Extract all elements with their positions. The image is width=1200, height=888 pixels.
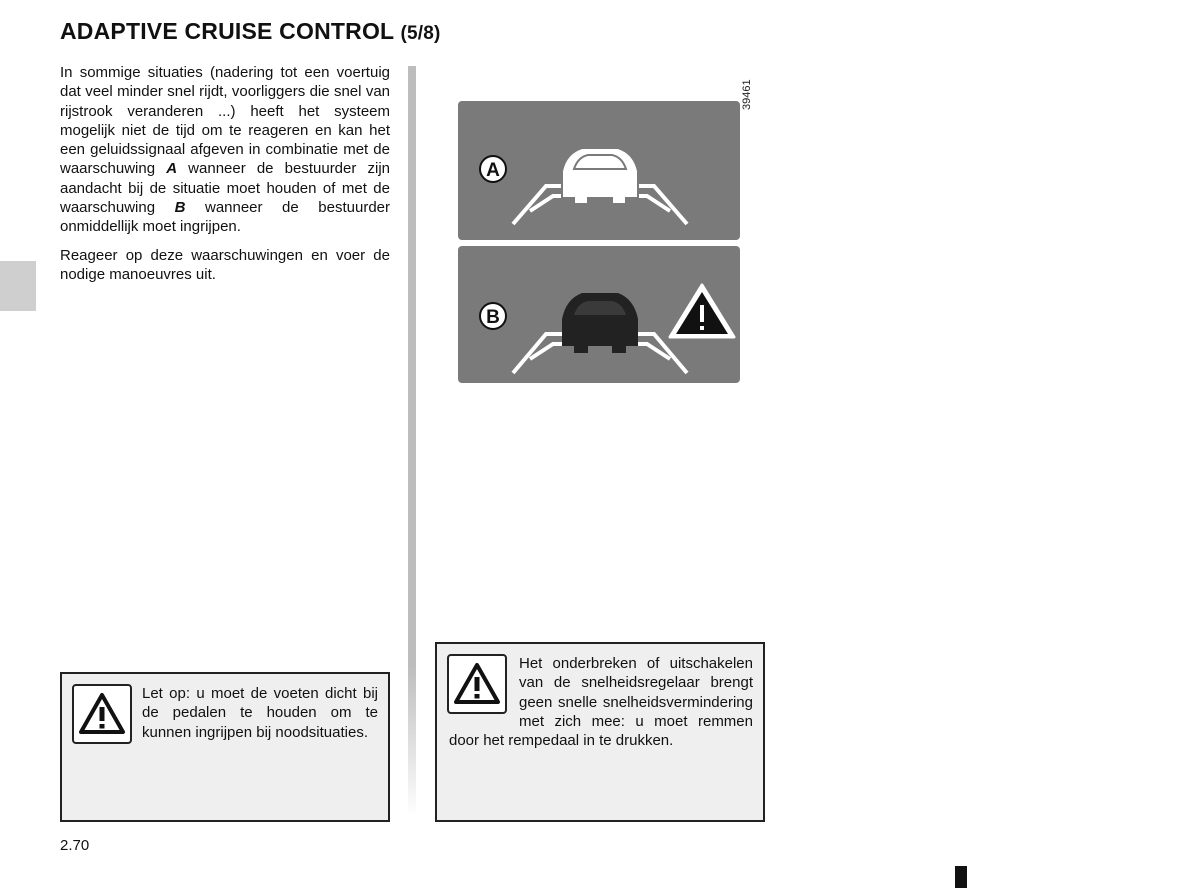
- paragraph-react: Reageer op deze waarschuwingen en voer de nodige manoeuvres uit.: [60, 246, 390, 283]
- ref-b-label: B: [174, 199, 186, 217]
- title-part-indicator: (5/8): [400, 23, 441, 44]
- paragraph-warning-explanation: In sommige situaties (nadering tot een voertuig dat veel minder snel rijdt, voorliggers die snel van rijstrook veranderen ...) heeft het systeem mogelijk niet de tijd om te reageren en kan het een geluidssignaal afgeven in combinatie met de waarschuwing A wanneer de bestuurder zijn aandacht bij de situatie moet houden of met de waarschuwing B wanneer de bestuurder onmiddellijk moet ingrijpen.: [60, 64, 391, 236]
- left-text-column: [60, 63, 390, 293]
- title-main: ADAPTIVE CRUISE CONTROL: [60, 18, 394, 44]
- warning-text-braking: Het onderbreken of uitschakelen van de snelheidsregelaar brengt geen snelle snelheidsvermindering met zich mee: u moet remmen door het rempedaal in te drukken.: [449, 655, 753, 750]
- figure-reference-number: 39461: [741, 79, 753, 110]
- page-number: 2.70: [60, 837, 90, 854]
- panel-a: [458, 101, 740, 240]
- car-dark-icon: [562, 293, 638, 353]
- section-tab-marker: [0, 261, 36, 311]
- warning-display-figure: [458, 101, 740, 383]
- panel-a-label: A: [486, 160, 500, 181]
- panel-b: [458, 246, 740, 383]
- column-divider: [408, 66, 416, 816]
- page-title: [60, 18, 441, 45]
- warning-triangle-icon: [72, 684, 132, 744]
- car-outline-light-icon: [562, 148, 638, 204]
- warning-text-pedals: Let op: u moet de voeten dicht bij de pedalen te houden om te kunnen ingrijpen bij noodsituaties.: [142, 685, 378, 741]
- corner-mark: [955, 866, 967, 888]
- panel-b-label: B: [486, 307, 500, 328]
- warning-box-braking: [435, 642, 765, 822]
- ref-a-label: A: [166, 160, 178, 178]
- warning-box-pedals: [60, 672, 390, 822]
